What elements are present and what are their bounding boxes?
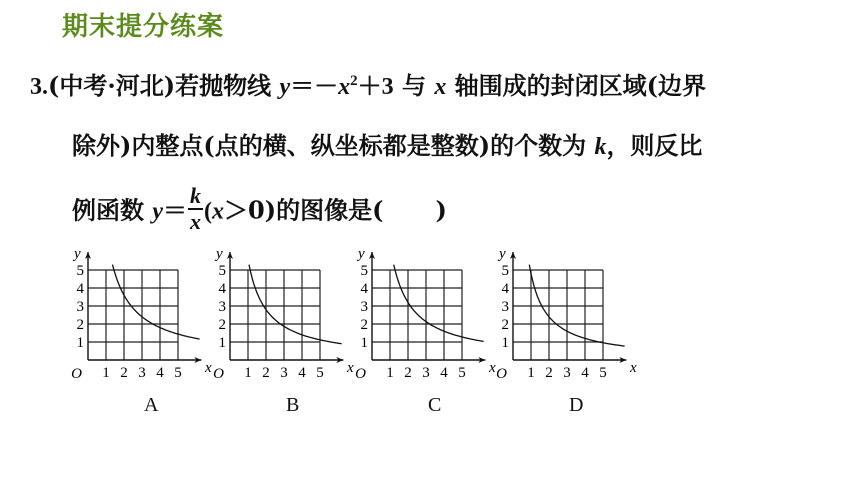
text-segment: 除外)内整点(点的横、纵坐标都是整数)的个数为	[72, 131, 587, 160]
x-tick-label: 3	[280, 365, 288, 381]
option-label-c[interactable]: C	[428, 394, 442, 416]
x-tick-label: 5	[316, 365, 324, 381]
text-segment: 轴围成的封闭区域(边界	[454, 71, 707, 100]
text-segment: ＞0)的图像是(	[224, 195, 384, 225]
fraction-denominator: x	[190, 209, 202, 234]
y-tick-label: 5	[501, 263, 509, 279]
y-tick-label: 4	[76, 281, 84, 297]
text-segment: 若抛物线	[175, 71, 272, 100]
y-tick-label: 4	[218, 281, 226, 297]
x-tick-label: 1	[386, 365, 394, 381]
y-tick-label: 3	[218, 299, 226, 315]
x-tick-label: 2	[404, 365, 412, 381]
math-op: ＝－	[290, 74, 339, 100]
x-tick-label: 4	[581, 365, 589, 381]
graph-option-a	[68, 244, 218, 384]
y-tick-label: 5	[76, 263, 84, 279]
y-axis-label: y	[74, 246, 81, 262]
question-source: (中考·河北)	[48, 71, 176, 100]
math-var-k: k	[594, 134, 607, 160]
x-axis-label: x	[205, 360, 212, 376]
x-tick-label: 4	[156, 365, 164, 381]
y-tick-label: 3	[360, 299, 368, 315]
curve-inverse	[249, 265, 342, 344]
y-tick-label: 5	[360, 263, 368, 279]
graph-option-d	[493, 244, 643, 384]
x-tick-label: 3	[563, 365, 571, 381]
y-tick-label: 4	[501, 281, 509, 297]
math-var-x: x	[338, 74, 351, 100]
x-tick-label: 4	[298, 365, 306, 381]
x-axis-label: x	[630, 360, 637, 376]
y-tick-label: 2	[360, 317, 368, 333]
x-tick-label: 5	[458, 365, 466, 381]
x-tick-label: 1	[102, 365, 110, 381]
origin-label: O	[71, 366, 82, 382]
origin-label: O	[496, 366, 507, 382]
curve-inverse	[529, 265, 624, 347]
x-axis-label: x	[489, 360, 496, 376]
y-tick-label: 1	[76, 335, 84, 351]
y-tick-label: 2	[218, 317, 226, 333]
text-segment: 例函数	[72, 195, 144, 225]
x-tick-label: 3	[422, 365, 430, 381]
y-tick-label: 4	[360, 281, 368, 297]
question-line-3	[72, 183, 447, 236]
option-label-b[interactable]: B	[286, 394, 300, 416]
text-segment: 与	[401, 71, 426, 100]
x-axis-label: x	[347, 360, 354, 376]
question-line-2	[72, 126, 702, 161]
y-axis-label: y	[216, 246, 223, 262]
text-segment: ，则反比	[606, 131, 703, 160]
curve-inverse	[113, 265, 200, 340]
math-var-x: x	[212, 198, 225, 225]
math-op: ＝	[163, 198, 188, 225]
x-tick-label: 5	[599, 365, 607, 381]
y-tick-label: 2	[501, 317, 509, 333]
question-number: 3.	[30, 74, 48, 100]
x-tick-label: 3	[138, 365, 146, 381]
y-tick-label: 2	[76, 317, 84, 333]
option-label-a[interactable]: A	[144, 394, 159, 416]
math-op: ＋3	[357, 74, 394, 100]
origin-label: O	[355, 366, 366, 382]
x-tick-label: 2	[545, 365, 553, 381]
graph-option-b	[210, 244, 360, 384]
x-tick-label: 1	[244, 365, 252, 381]
math-var-y: y	[152, 198, 164, 225]
x-tick-label: 4	[440, 365, 448, 381]
math-op: (	[204, 198, 213, 225]
text-segment: )	[435, 195, 447, 225]
graph-option-c	[352, 244, 502, 384]
y-tick-label: 1	[501, 335, 509, 351]
x-tick-label: 2	[262, 365, 270, 381]
fraction	[188, 185, 203, 233]
x-tick-label: 5	[174, 365, 182, 381]
y-tick-label: 3	[501, 299, 509, 315]
y-tick-label: 5	[218, 263, 226, 279]
y-tick-label: 1	[218, 335, 226, 351]
question-line-1	[30, 66, 706, 101]
y-axis-label: y	[358, 246, 365, 262]
fraction-numerator: k	[190, 183, 202, 208]
y-tick-label: 1	[360, 335, 368, 351]
x-tick-label: 2	[120, 365, 128, 381]
y-axis-label: y	[499, 246, 506, 262]
header-title: 期末提分练案	[62, 12, 225, 42]
x-tick-label: 1	[527, 365, 535, 381]
math-exponent: 2	[350, 73, 358, 89]
origin-label: O	[213, 366, 224, 382]
math-var-y: y	[279, 74, 291, 100]
curve-inverse	[394, 265, 484, 342]
math-var-x: x	[434, 74, 447, 100]
y-tick-label: 3	[76, 299, 84, 315]
option-label-d[interactable]: D	[569, 394, 584, 416]
